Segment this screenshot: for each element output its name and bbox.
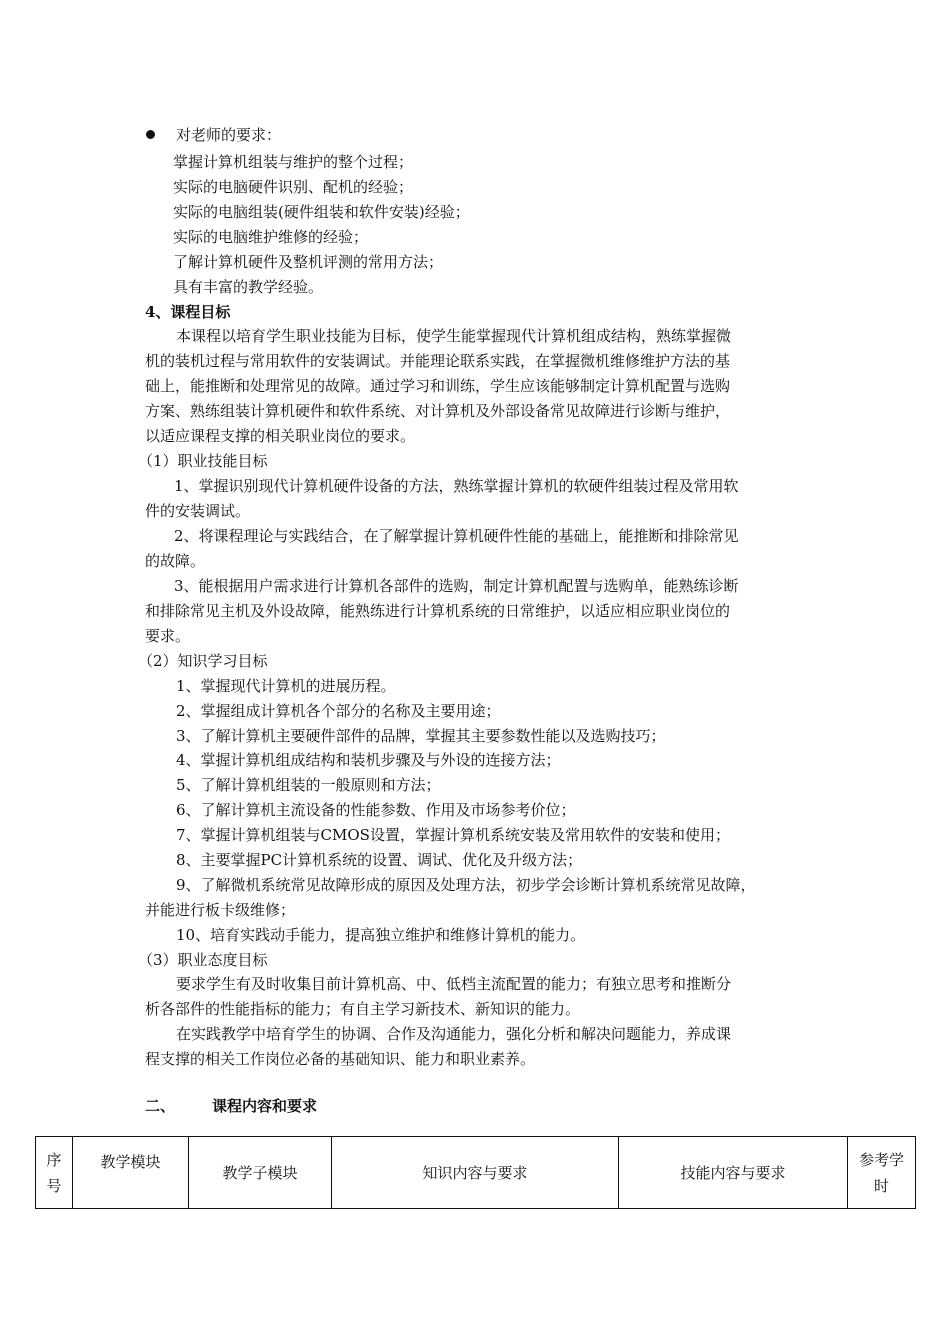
attitude-line: 在实践教学中培育学生的协调、合作及沟通能力，强化分析和解决问题能力，养成课	[176, 1025, 732, 1043]
knowledge-line: 5、了解计算机组装的一般原则和方法；	[176, 776, 441, 794]
knowledge-line: 7、掌握计算机组装与CMOS设置，掌握计算机系统安装及常用软件的安装和使用；	[176, 826, 730, 844]
skill-line: 和排除常见主机及外设故障，能熟练进行计算机系统的日常维护，以适应相应职业岗位的	[145, 602, 731, 620]
section2-title: 课程内容和要求	[212, 1097, 318, 1115]
knowledge-line: 3、了解计算机主要硬件部件的品牌，掌握其主要参数性能以及选购技巧；	[176, 727, 666, 745]
teacher-item: 掌握计算机组装与维护的整个过程；	[173, 153, 414, 171]
section2-number: 二、	[145, 1097, 176, 1115]
header-hours	[848, 1137, 916, 1209]
knowledge-line: 4、掌握计算机组成结构和装机步骤及与外设的连接方法；	[176, 751, 561, 769]
knowledge-line: 10、培育实践动手能力，提高独立维护和维修计算机的能力。	[176, 926, 586, 944]
skill-line: 2、将课程理论与实践结合，在了解掌握计算机硬件性能的基础上，能推断和排除常见	[174, 527, 739, 545]
skill-line: 1、掌握识别现代计算机硬件设备的方法，熟练掌握计算机的软硬件组装过程及常用软	[174, 477, 739, 495]
course-table	[35, 1136, 916, 1209]
teacher-heading: 对老师的要求：	[176, 126, 282, 144]
header-knowledge: 知识内容与要求	[332, 1137, 619, 1209]
attitude-heading: （3）职业态度目标	[138, 951, 268, 969]
header-hours-line: 参考学	[858, 1150, 904, 1169]
header-seq-line: 号	[46, 1176, 62, 1195]
knowledge-line: 6、了解计算机主流设备的性能参数、作用及市场参考价位；	[176, 801, 576, 819]
knowledge-line: 8、主要掌握PC计算机系统的设置、调试、优化及升级方法；	[176, 851, 583, 869]
header-submodule: 教学子模块	[189, 1137, 332, 1209]
header-skill: 技能内容与要求	[619, 1137, 848, 1209]
knowledge-heading: （2）知识学习目标	[138, 652, 268, 670]
skill-line: 要求。	[145, 627, 191, 645]
attitude-line: 析各部件的性能指标的能力；有自主学习新技术、新知识的能力。	[145, 1000, 581, 1018]
teacher-item: 实际的电脑维护维修的经验；	[173, 228, 369, 246]
knowledge-line: 1、掌握现代计算机的进展历程。	[176, 677, 396, 695]
teacher-item: 了解计算机硬件及整机评测的常用方法；	[173, 253, 444, 271]
table-header-row	[36, 1137, 916, 1209]
skill-line: 3、能根据用户需求进行计算机各部件的选购，制定计算机配置与选购单，能熟练诊断	[174, 577, 739, 595]
knowledge-line: 9、了解微机系统常见故障形成的原因及处理方法，初步学会诊断计算机系统常见故障，	[176, 876, 756, 894]
skill-line: 件的安装调试。	[145, 502, 251, 520]
goals-intro-line: 本课程以培育学生职业技能为目标，使学生能掌握现代计算机组成结构，熟练掌握微	[176, 327, 732, 345]
bullet-icon	[146, 130, 155, 139]
goals-intro-line: 以适应课程支撑的相关职业岗位的要求。	[145, 427, 416, 445]
teacher-item: 具有丰富的教学经验。	[173, 278, 324, 296]
knowledge-line: 2、掌握组成计算机各个部分的名称及主要用途；	[176, 702, 501, 720]
knowledge-line: 并能进行板卡级维修；	[145, 901, 296, 919]
attitude-line: 程支撑的相关工作岗位必备的基础知识、能力和职业素养。	[145, 1050, 536, 1068]
header-seq-line: 序	[46, 1150, 62, 1169]
skill-heading: （1）职业技能目标	[138, 452, 268, 470]
header-seq	[36, 1137, 73, 1209]
goals-intro-line: 础上，能推断和处理常见的故障。通过学习和训练，学生应该能够制定计算机配置与选购	[145, 377, 731, 395]
goals-heading: 4、课程目标	[145, 303, 231, 321]
goals-intro-line: 机的装机过程与常用软件的安装调试。并能理论联系实践，在掌握微机维修维护方法的基	[145, 352, 731, 370]
attitude-line: 要求学生有及时收集目前计算机高、中、低档主流配置的能力；有独立思考和推断分	[176, 975, 732, 993]
goals-intro-line: 方案、熟练组装计算机硬件和软件系统、对计算机及外部设备常见故障进行诊断与维护，	[145, 402, 731, 420]
teacher-item: 实际的电脑硬件识别、配机的经验；	[173, 178, 414, 196]
teacher-item: 实际的电脑组装(硬件组装和软件安装)经验；	[173, 203, 470, 221]
header-module: 教学模块	[73, 1137, 189, 1209]
skill-line: 的故障。	[145, 552, 206, 570]
header-hours-line: 时	[873, 1176, 889, 1195]
